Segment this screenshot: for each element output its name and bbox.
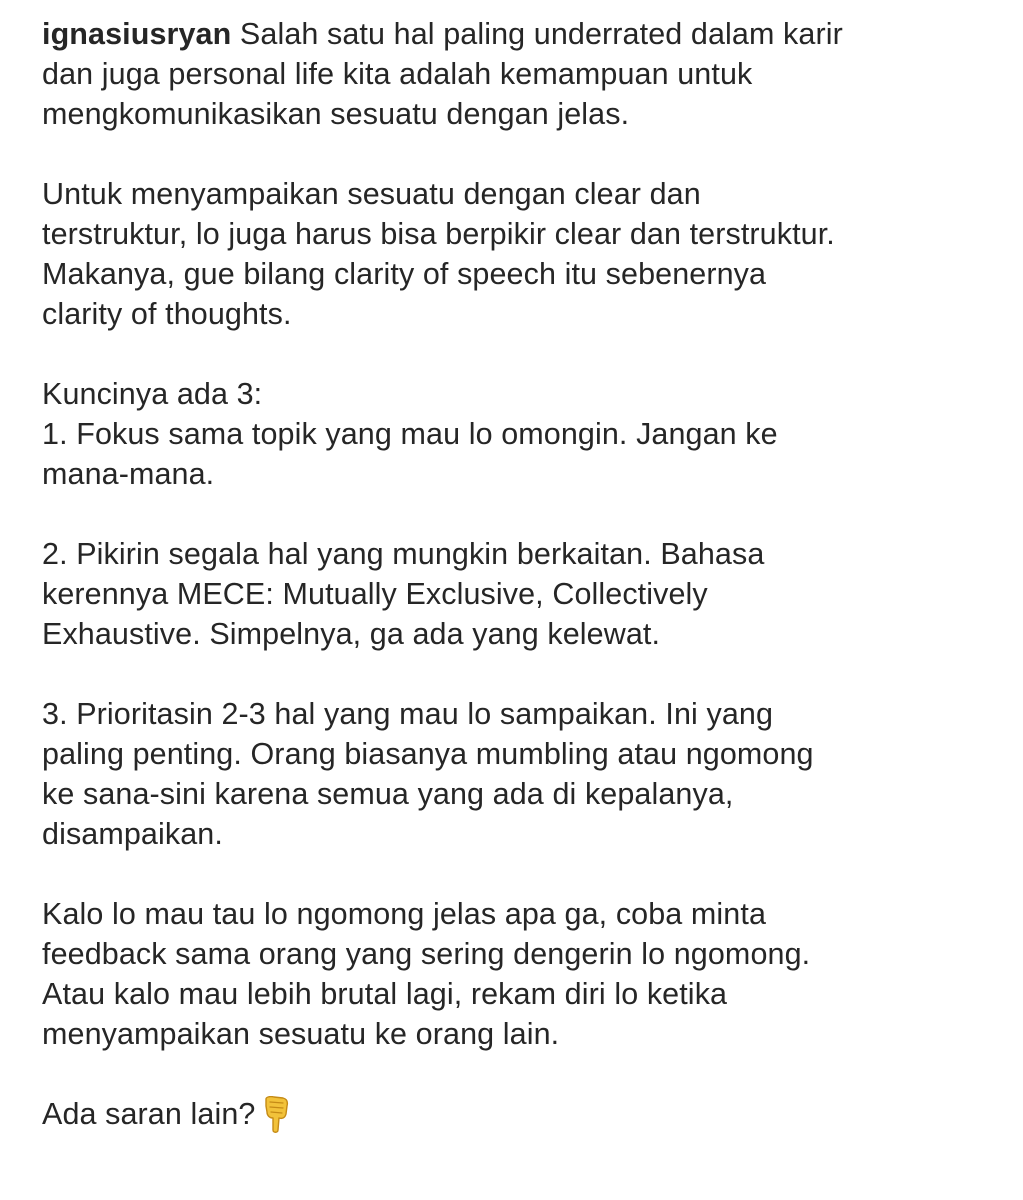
closing-text: Ada saran lain? xyxy=(42,1097,256,1131)
caption-line: Atau kalo mau lebih brutal lagi, rekam diri lo ketika xyxy=(42,977,728,1011)
list-item: 2. Pikirin segala hal yang mungkin berkaitan. Bahasa xyxy=(42,537,765,571)
caption-line: terstruktur, lo juga harus bisa berpikir clear dan terstruktur. xyxy=(42,217,835,251)
list-item: 3. Prioritasin 2-3 hal yang mau lo sampaikan. Ini yang xyxy=(42,697,774,731)
caption-line: feedback sama orang yang sering dengerin lo ngomong. xyxy=(42,937,811,971)
caption-line xyxy=(42,14,1002,54)
list-item: ke sana-sini karena semua yang ada di kepalanya, xyxy=(42,777,734,811)
list-item: kerennya MECE: Mutually Exclusive, Collectively xyxy=(42,577,708,611)
caption-line: Untuk menyampaikan sesuatu dengan clear dan xyxy=(42,177,701,211)
post-caption xyxy=(42,14,1002,1144)
closing-line xyxy=(42,1094,1002,1144)
list-item: mana-mana. xyxy=(42,457,215,491)
caption-line: clarity of thoughts. xyxy=(42,297,292,331)
caption-line: mengkomunikasikan sesuatu dengan jelas. xyxy=(42,97,630,131)
caption-line: dan juga personal life kita adalah kemampuan untuk xyxy=(42,57,753,91)
caption-line: Makanya, gue bilang clarity of speech itu sebenernya xyxy=(42,257,767,291)
list-item: disampaikan. xyxy=(42,817,223,851)
caption-line: menyampaikan sesuatu ke orang lain. xyxy=(42,1017,560,1051)
keys-heading: Kuncinya ada 3: xyxy=(42,377,263,411)
list-item: paling penting. Orang biasanya mumbling atau ngomong xyxy=(42,737,814,771)
pointing-down-hand-icon xyxy=(261,1096,291,1144)
caption-line: Kalo lo mau tau lo ngomong jelas apa ga, coba minta xyxy=(42,897,767,931)
caption-intro-text: Salah satu hal paling underrated dalam karir xyxy=(231,17,843,51)
list-item: 1. Fokus sama topik yang mau lo omongin. Jangan ke xyxy=(42,417,778,451)
username-link[interactable]: ignasiusryan xyxy=(42,17,232,51)
list-item: Exhaustive. Simpelnya, ga ada yang kelewat. xyxy=(42,617,661,651)
